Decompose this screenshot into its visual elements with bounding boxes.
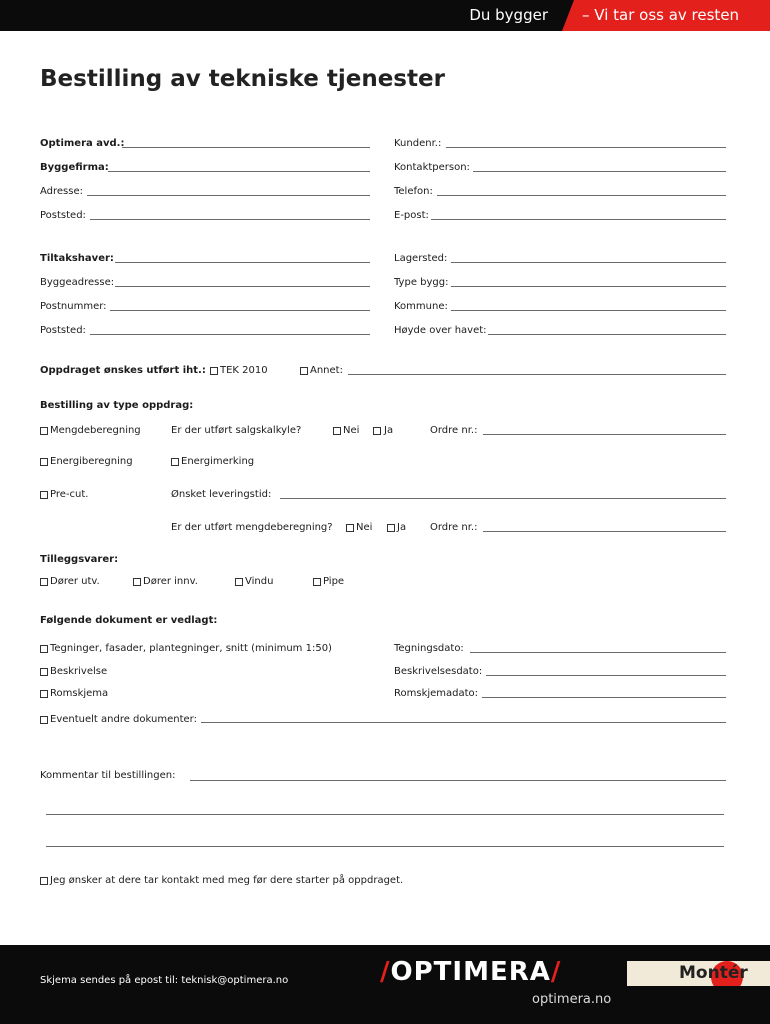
tegningsdato-field[interactable] — [470, 652, 726, 653]
poststed-label: Poststed: — [40, 210, 86, 221]
dorer-innv-label: Dører innv. — [143, 576, 198, 587]
byggefirma-field[interactable] — [108, 171, 370, 172]
mengde-nei-label: Nei — [356, 522, 373, 533]
kontaktperson-label: Kontaktperson: — [394, 162, 470, 173]
romskjema-checkbox[interactable] — [40, 690, 48, 698]
beskrivelsesdato-field[interactable] — [486, 675, 726, 676]
vindu-label: Vindu — [245, 576, 274, 587]
mengdeberegning-checkbox[interactable] — [40, 427, 48, 435]
postnummer-label: Postnummer: — [40, 301, 107, 312]
tegninger-checkbox[interactable] — [40, 645, 48, 653]
oppdrag-label: Oppdraget ønskes utført iht.: — [40, 365, 206, 376]
poststed-project-field[interactable] — [90, 334, 370, 335]
page-title: Bestilling av tekniske tjenester — [40, 66, 445, 92]
hoyde-label: Høyde over havet: — [394, 325, 487, 336]
kommentar-line-3[interactable] — [46, 846, 724, 847]
tegninger-label: Tegninger, fasader, plantegninger, snitt (minimum 1:50) — [50, 643, 332, 654]
kundenr-field[interactable] — [446, 147, 726, 148]
kommentar-line-2[interactable] — [46, 814, 724, 815]
website-link[interactable]: optimera.no — [532, 992, 612, 1007]
kontaktperson-field[interactable] — [473, 171, 726, 172]
kommune-field[interactable] — [451, 310, 726, 311]
optimera-avd-label: Optimera avd.: — [40, 138, 125, 149]
energimerking-label: Energimerking — [181, 456, 255, 467]
salgskalkyle-ja-label: Ja — [384, 425, 394, 436]
mengdeberegning-label: Mengdeberegning — [50, 425, 141, 436]
kommentar-line-1[interactable] — [190, 780, 726, 781]
kommentar-label: Kommentar til bestillingen: — [40, 770, 176, 781]
kundenr-label: Kundenr.: — [394, 138, 442, 149]
byggeadresse-label: Byggeadresse: — [40, 277, 115, 288]
beskrivelsesdato-label: Beskrivelsesdato: — [394, 666, 483, 677]
dorer-innv-checkbox[interactable] — [133, 578, 141, 586]
slogan-left: Du bygger — [469, 6, 548, 24]
pipe-checkbox[interactable] — [313, 578, 321, 586]
dorer-utv-checkbox[interactable] — [40, 578, 48, 586]
byggeadresse-field[interactable] — [115, 286, 370, 287]
energiberegning-checkbox[interactable] — [40, 458, 48, 466]
annet-field[interactable] — [348, 374, 726, 375]
romskjema-label: Romskjema — [50, 688, 109, 699]
slogan-right: – Vi tar oss av resten — [582, 6, 740, 24]
andre-dokumenter-checkbox[interactable] — [40, 716, 48, 724]
salgskalkyle-ja-checkbox[interactable] — [373, 427, 381, 435]
optimera-avd-field[interactable] — [122, 147, 370, 148]
byggefirma-label: Byggefirma: — [40, 162, 109, 173]
mengde-question: Er der utført mengdeberegning? — [171, 522, 333, 533]
annet-label: Annet: — [310, 365, 343, 376]
kommune-label: Kommune: — [394, 301, 448, 312]
salgskalkyle-question: Er der utført salgskalkyle? — [171, 425, 302, 436]
bestilling-heading: Bestilling av type oppdrag: — [40, 400, 194, 411]
mengde-ja-checkbox[interactable] — [387, 524, 395, 532]
tillegg-heading: Tilleggsvarer: — [40, 554, 119, 565]
type-bygg-label: Type bygg: — [394, 277, 449, 288]
romskjemadato-field[interactable] — [482, 697, 726, 698]
romskjemadato-label: Romskjemadato: — [394, 688, 479, 699]
tek2010-checkbox[interactable] — [210, 367, 218, 375]
dorer-utv-label: Dører utv. — [50, 576, 100, 587]
epost-label: E-post: — [394, 210, 429, 221]
tek2010-label: TEK 2010 — [220, 365, 268, 376]
mengde-nei-checkbox[interactable] — [346, 524, 354, 532]
monter-badge-text: Montér — [679, 963, 748, 983]
adresse-field[interactable] — [87, 195, 370, 196]
beskrivelse-label: Beskrivelse — [50, 666, 108, 677]
leveringstid-label: Ønsket leveringstid: — [171, 489, 272, 500]
annet-checkbox[interactable] — [300, 367, 308, 375]
tegningsdato-label: Tegningsdato: — [394, 643, 464, 654]
vindu-checkbox[interactable] — [235, 578, 243, 586]
monter-badge — [627, 961, 770, 986]
ordre-nr-2-label: Ordre nr.: — [430, 522, 478, 533]
energiberegning-label: Energiberegning — [50, 456, 133, 467]
ordre-nr-field[interactable] — [483, 434, 726, 435]
optimera-logo: /OPTIMERA/ — [380, 957, 562, 987]
andre-dokumenter-field[interactable] — [201, 722, 726, 723]
poststed-project-label: Poststed: — [40, 325, 86, 336]
dokumenter-heading: Følgende dokument er vedlagt: — [40, 615, 218, 626]
hoyde-field[interactable] — [488, 334, 726, 335]
ordre-nr-label: Ordre nr.: — [430, 425, 478, 436]
telefon-label: Telefon: — [394, 186, 433, 197]
salgskalkyle-nei-label: Nei — [343, 425, 360, 436]
mengde-ja-label: Ja — [397, 522, 407, 533]
leveringstid-field[interactable] — [280, 498, 726, 499]
poststed-field[interactable] — [90, 219, 370, 220]
telefon-field[interactable] — [437, 195, 726, 196]
adresse-label: Adresse: — [40, 186, 83, 197]
footer-email-text: Skjema sendes på epost til: teknisk@optimera.no — [40, 975, 289, 986]
precut-checkbox[interactable] — [40, 491, 48, 499]
tiltakshaver-label: Tiltakshaver: — [40, 253, 114, 264]
ordre-nr-2-field[interactable] — [483, 531, 726, 532]
salgskalkyle-nei-checkbox[interactable] — [333, 427, 341, 435]
energimerking-checkbox[interactable] — [171, 458, 179, 466]
precut-label: Pre-cut. — [50, 489, 89, 500]
epost-field[interactable] — [431, 219, 726, 220]
andre-dokumenter-label: Eventuelt andre dokumenter: — [50, 714, 197, 725]
lagersted-field[interactable] — [451, 262, 726, 263]
lagersted-label: Lagersted: — [394, 253, 448, 264]
kontakt-label: Jeg ønsker at dere tar kontakt med meg før dere starter på oppdraget. — [50, 875, 404, 886]
pipe-label: Pipe — [323, 576, 345, 587]
beskrivelse-checkbox[interactable] — [40, 668, 48, 676]
kontakt-checkbox[interactable] — [40, 877, 48, 885]
type-bygg-field[interactable] — [451, 286, 726, 287]
postnummer-field[interactable] — [110, 310, 370, 311]
tiltakshaver-field[interactable] — [115, 262, 370, 263]
